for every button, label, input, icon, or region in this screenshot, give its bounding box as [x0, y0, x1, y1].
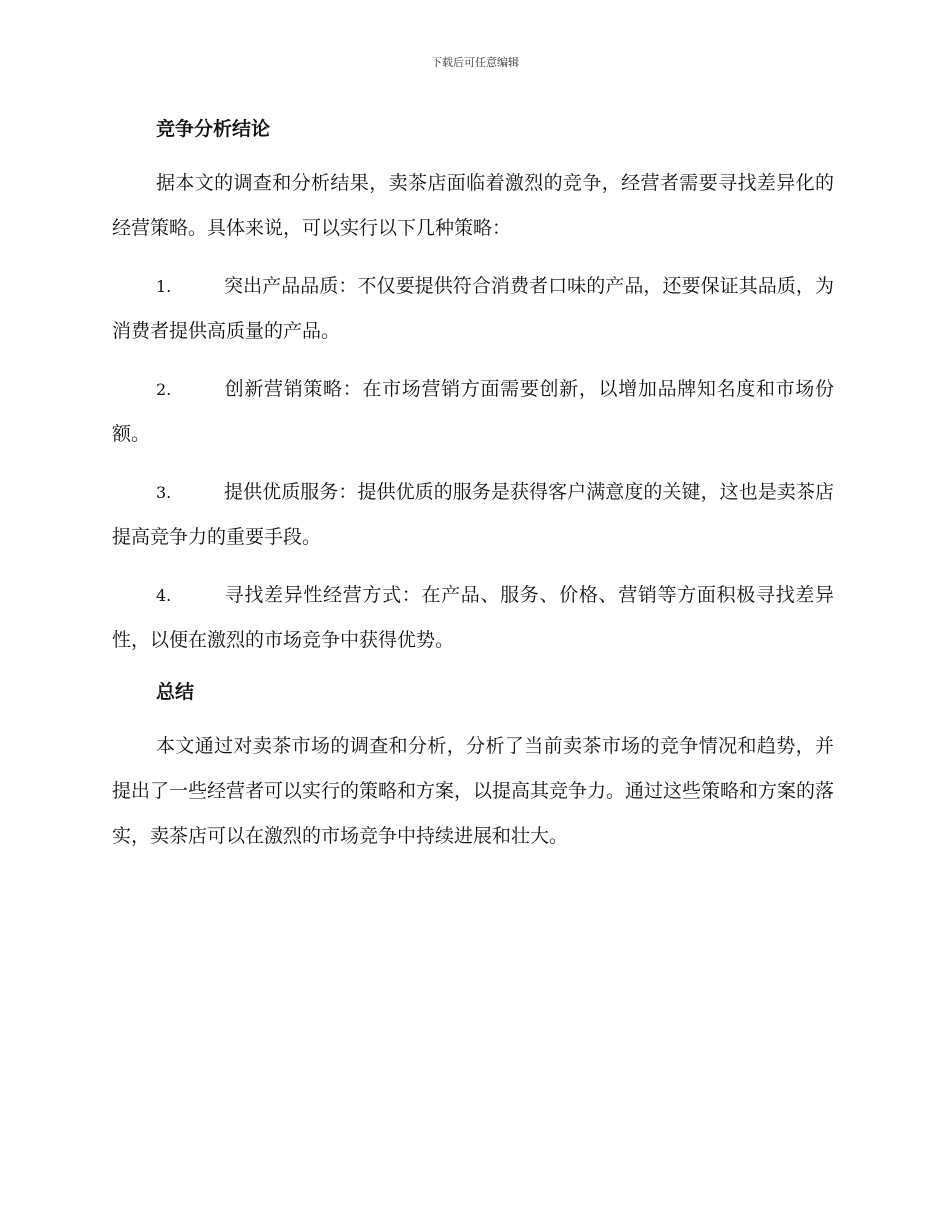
section-heading-summary: 总结 [156, 681, 195, 703]
strategy-item [112, 573, 834, 663]
item-number: 3. [156, 483, 172, 502]
item-text: 寻找差异性经营方式：在产品、服务、价格、营销等方面积极寻找差异性，以便在激烈的市场竞争中获得优势。 [112, 584, 834, 651]
item-text: 提供优质服务：提供优质的服务是获得客户满意度的关键，这也是卖茶店提高竞争力的重要手段。 [112, 481, 834, 548]
conclusion-intro-paragraph: 据本文的调查和分析结果，卖茶店面临着激烈的竞争，经营者需要寻找差异化的经营策略。具体来说，可以实行以下几种策略： [112, 172, 834, 239]
strategy-item [112, 470, 834, 560]
item-number: 2. [156, 380, 172, 399]
page-header: 下载后可任意编辑 [431, 56, 519, 69]
section-heading-conclusion: 竞争分析结论 [156, 118, 271, 140]
strategy-item [112, 367, 834, 457]
item-text: 突出产品品质：不仅要提供符合消费者口味的产品，还要保证其品质，为消费者提供高质量的产品。 [112, 275, 834, 342]
document-body [112, 114, 834, 859]
summary-paragraph: 本文通过对卖茶市场的调查和分析，分析了当前卖茶市场的竞争情况和趋势，并提出了一些经营者可以实行的策略和方案，以提高其竞争力。通过这些策略和方案的落实，卖茶店可以在激烈的市场竞争中持续进展和壮大。 [112, 735, 835, 847]
item-number: 1. [156, 277, 172, 296]
strategy-item [112, 264, 834, 354]
item-text: 创新营销策略：在市场营销方面需要创新，以增加品牌知名度和市场份额。 [112, 378, 834, 445]
item-number: 4. [156, 586, 172, 605]
